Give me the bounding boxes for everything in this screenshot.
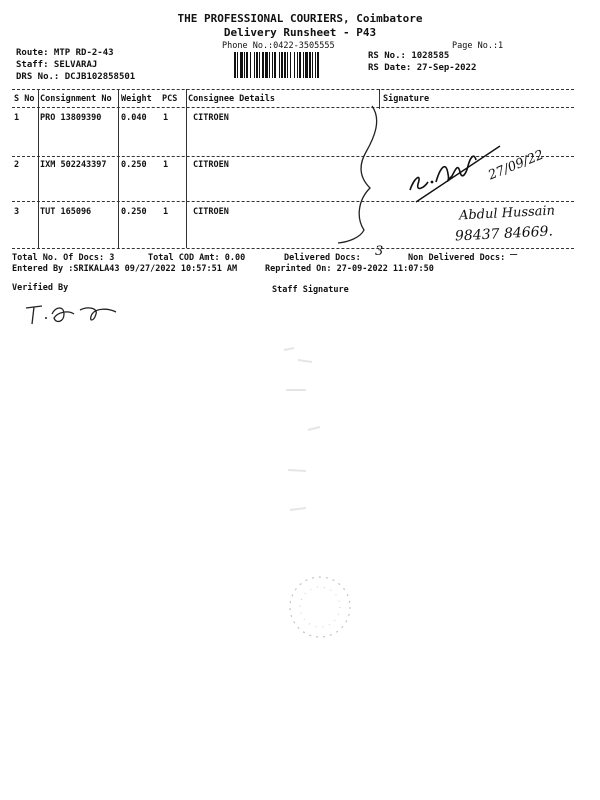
barcode-bar [244,52,245,78]
handwritten-delivered-count: 3 [375,244,384,259]
non-delivered-docs: Non Delivered Docs: [408,253,506,263]
barcode-bar [250,52,251,78]
row-consignment: PRO 13809390 [40,113,102,123]
barcode-bar [287,52,288,78]
delivered-docs: Delivered Docs: [284,253,361,263]
row-consignee: CITROEN [193,113,229,123]
handwritten-name: Abdul Hussain [458,203,556,224]
route-label: Route: MTP RD-2-43 [16,48,114,58]
barcode-bar [237,52,238,78]
handwritten-bracket [330,100,390,254]
page-number: Page No.:1 [452,41,504,51]
barcode-bar [290,52,291,78]
row-pcs: 1 [163,160,169,170]
company-title: THE PROFESSIONAL COURIERS, Coimbatore [177,12,423,25]
drs-number: DRS No.: DCJB102858501 [16,72,136,82]
reprinted-on: Reprinted On: 27-09-2022 11:07:50 [265,264,434,274]
row-sno: 2 [14,160,20,170]
total-docs: Total No. Of Docs: 3 [12,253,115,263]
row-pcs: 1 [163,113,169,123]
row-consignee: CITROEN [193,160,229,170]
total-cod: Total COD Amt: 0.00 [148,253,246,263]
rs-date: RS Date: 27-Sep-2022 [368,63,477,73]
row-weight: 0.250 [121,207,147,217]
barcode-bar [272,52,273,78]
row-pcs: 1 [163,207,169,217]
faint-circular-stamp [285,572,355,646]
barcode-bar [299,52,301,78]
barcode-bar [284,52,286,78]
barcode-bar [281,52,283,78]
phone-number: Phone No.:0422-3505555 [222,41,335,51]
entered-by: Entered By :SRIKALA43 09/27/2022 10:57:51 AM [12,264,238,274]
barcode [234,52,358,78]
column-divider [186,89,187,248]
table-header-rule [12,107,574,108]
barcode-bar [294,52,295,78]
col-sno: S No [14,94,35,104]
verifier-signature [24,300,124,334]
col-weight: Weight [121,94,152,104]
barcode-bar [265,52,268,78]
barcode-bar [262,52,264,78]
rs-number: RS No.: 1028585 [368,51,450,61]
handwritten-date: 27/09/22 [486,147,547,184]
row-consignment: IXM 502243397 [40,160,107,170]
col-consignment: Consignment No [40,94,112,104]
col-consignee: Consignee Details [188,94,275,104]
verified-by-label: Verified By [12,283,69,293]
barcode-bar [259,52,260,78]
row-sno: 1 [14,113,20,123]
barcode-bar [312,52,313,78]
col-pcs: PCS [162,94,178,104]
faint-stamp-traces [278,320,358,570]
barcode-bar [315,52,316,78]
handwritten-phone: 98437 84669. [454,223,554,245]
runsheet-title: Delivery Runsheet - P43 [223,26,377,39]
barcode-bar [256,52,258,78]
row-weight: 0.250 [121,160,147,170]
barcode-bar [297,52,298,78]
staff-signature-label: Staff Signature [272,285,349,295]
barcode-bar [234,52,236,78]
barcode-bar [274,52,276,78]
column-divider [118,89,119,248]
column-divider [38,89,39,248]
barcode-bar [240,52,243,78]
barcode-bar [303,52,304,78]
barcode-bar [317,52,319,78]
barcode-bar [279,52,280,78]
row-weight: 0.040 [121,113,147,123]
table-top-rule [12,89,574,90]
barcode-bar [305,52,308,78]
table-bottom-rule [12,248,574,249]
barcode-bar [269,52,270,78]
row-consignee: CITROEN [193,207,229,217]
barcode-bar [254,52,255,78]
row-consignment: TUT 165096 [40,207,92,217]
barcode-bar [309,52,311,78]
handwritten-non-delivered-mark: — [510,247,518,261]
col-signature: Signature [383,94,430,104]
staff-label: Staff: SELVARAJ [16,60,98,70]
barcode-bar [246,52,248,78]
row-sno: 3 [14,207,20,217]
